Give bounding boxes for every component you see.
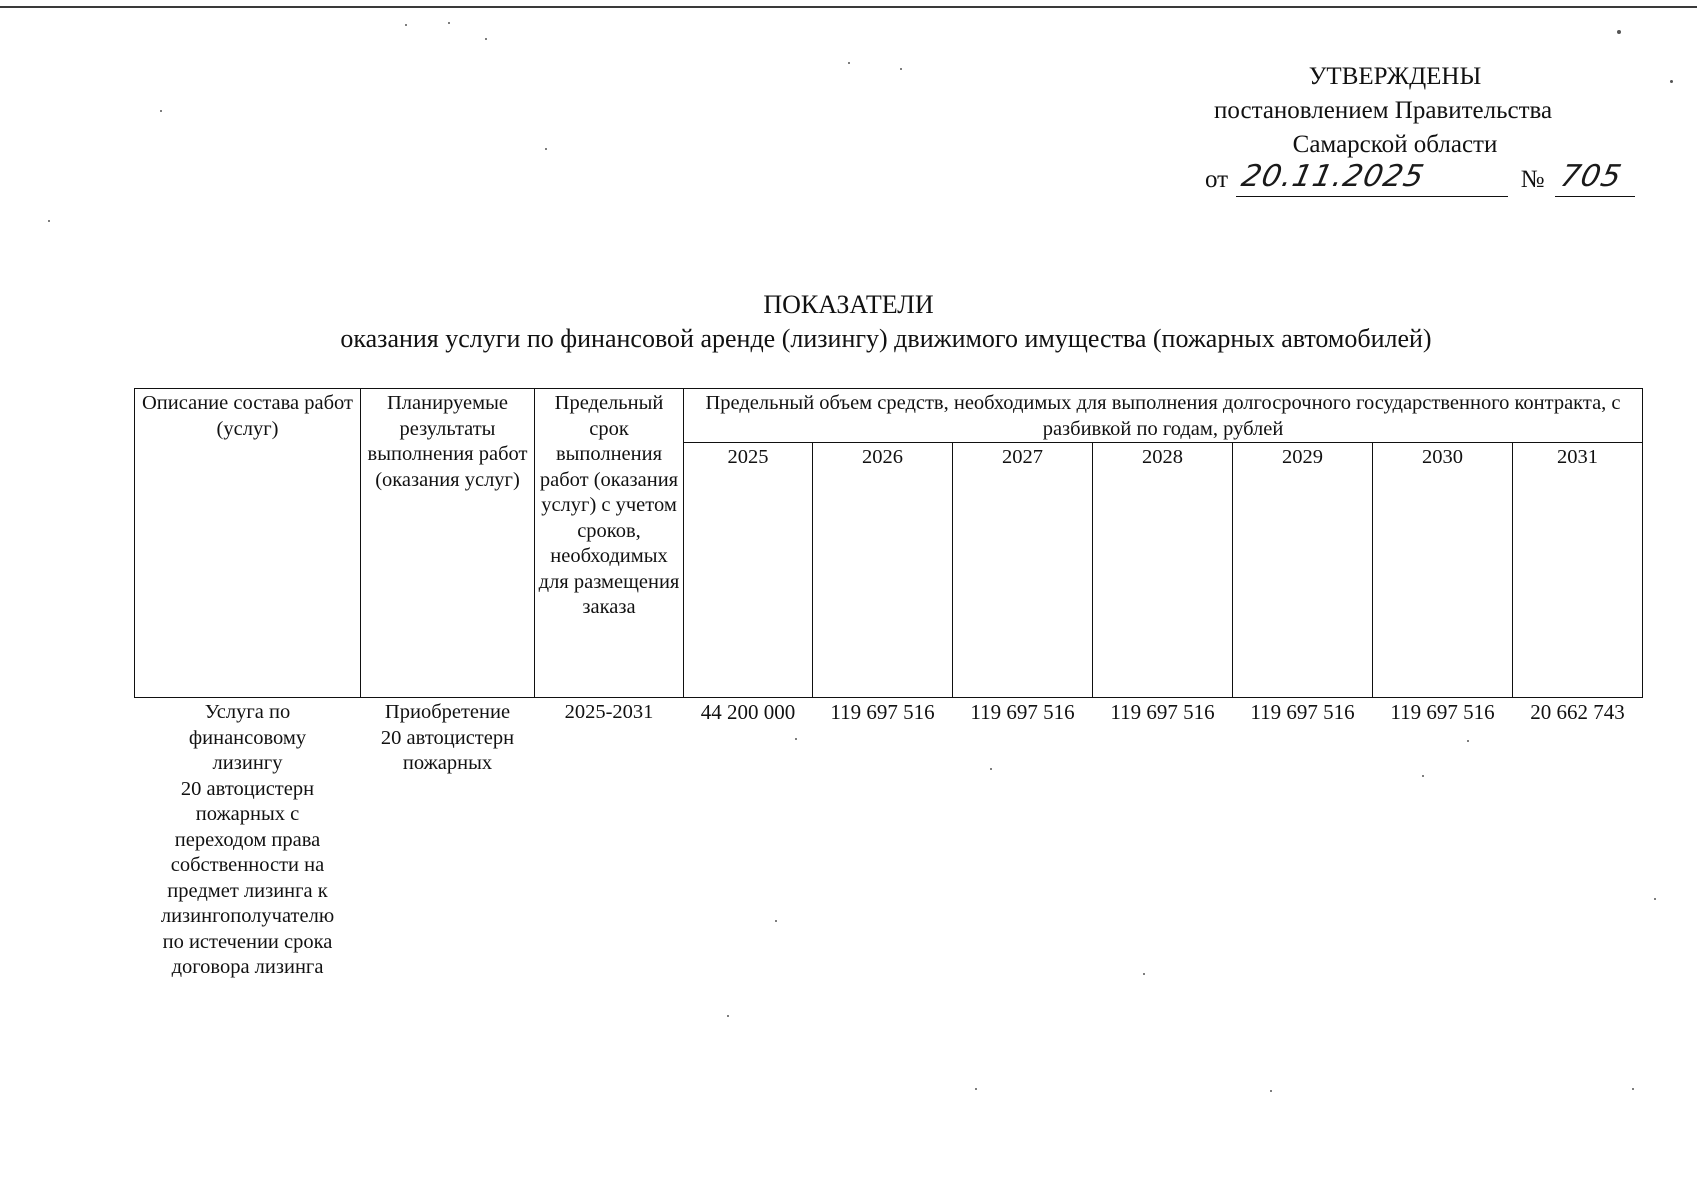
scan-speck [1632,1088,1634,1090]
document-subtitle: оказания услуги по финансовой аренде (лизингу) движимого имущества (пожарных автомобилей) [340,324,1432,353]
header-deadline: Предельный срок выполнения работ (оказания услуг) с учетом сроков, необходимых для размещения заказа [535,389,684,698]
header-year: 2025 [684,443,813,698]
scan-speck [848,62,850,64]
cell-amount-2028: 119 697 516 [1110,700,1215,724]
header-planned-results: Планируемые результаты выполнения работ (оказания услуг) [361,389,535,698]
number-field [1555,159,1635,197]
handwritten-number: 705 [1557,159,1625,194]
cell-amount-2030: 119 697 516 [1390,700,1495,724]
header-year: 2029 [1233,443,1373,698]
date-field [1236,159,1508,197]
scan-speck [405,24,407,26]
header-year: 2030 [1373,443,1513,698]
approval-line-region: Самарской области [1292,131,1498,158]
cell-amount-2027: 119 697 516 [970,700,1075,724]
scan-top-edge [0,6,1697,8]
scan-speck [900,68,902,70]
cell-amount-2029: 119 697 516 [1250,700,1355,724]
scan-speck [485,38,487,40]
scan-speck [448,22,450,24]
scan-speck [48,220,50,222]
table-row [135,698,1643,981]
number-sign: № [1520,166,1545,193]
scan-speck [1670,80,1673,83]
scan-speck [975,1088,977,1090]
cell-amount-2025: 44 200 000 [700,700,796,724]
cell-description: Услуга по финансовому лизингу 20 автоцистерн пожарных с переходом права собственности на предмет лизинга к лизингополучателю по истечении срока договора лизинга [160,701,335,978]
header-year: 2028 [1093,443,1233,698]
cell-amount-2031: 20 662 743 [1530,700,1625,724]
document-title: ПОКАЗАТЕЛИ [763,290,934,319]
date-prefix: от [1205,166,1229,193]
approval-heading: УТВЕРЖДЕНЫ [1308,63,1482,90]
scan-speck [1654,898,1656,900]
cell-term: 2025-2031 [564,701,654,723]
approval-line-resolution: постановлением Правительства [1214,97,1553,124]
scan-speck [727,1015,729,1017]
scan-speck [1270,1090,1272,1092]
cell-result: Приобретение 20 автоцистерн пожарных [380,701,515,774]
indicators-table [134,388,1643,981]
header-description: Описание состава работ (услуг) [135,389,361,698]
handwritten-date: 20.11.2025 [1238,159,1428,194]
cell-amount-2026: 119 697 516 [830,700,935,724]
approval-date-number-line [1205,159,1635,197]
header-year: 2027 [953,443,1093,698]
scan-speck [1617,30,1621,34]
scan-speck [160,110,162,112]
header-year: 2026 [813,443,953,698]
header-funds-group: Предельный объем средств, необходимых для выполнения долгосрочного государственного контракта, с разбивкой по годам, рублей [684,389,1643,443]
scan-speck [545,148,547,150]
header-year: 2031 [1513,443,1643,698]
